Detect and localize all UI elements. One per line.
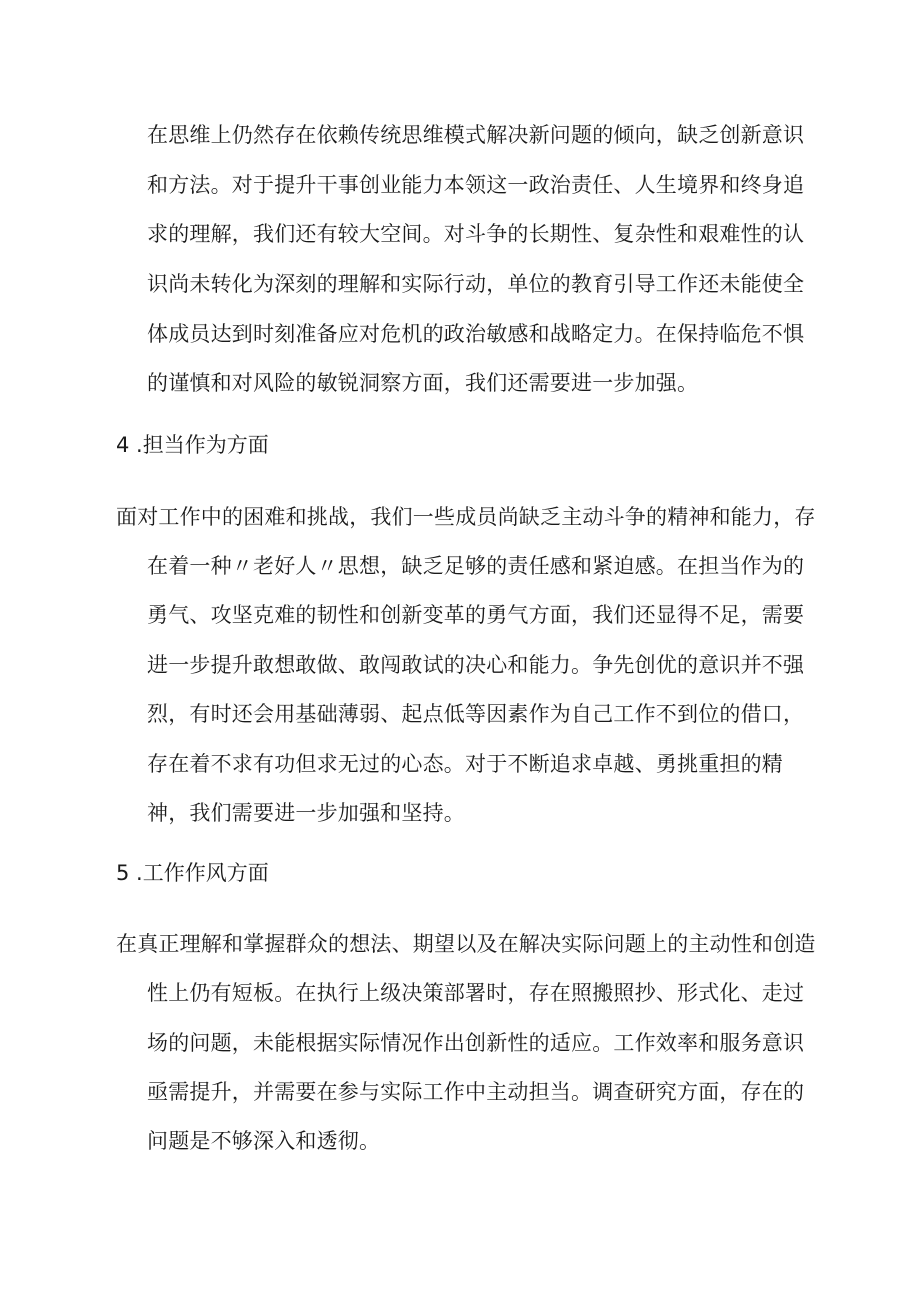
text-line: 和方法。对于提升干事创业能力本领这一政治责任、人生境界和终身追: [147, 173, 805, 197]
section-heading-4: 4 .担当作为方面: [116, 433, 269, 457]
text-line: 在真正理解和掌握群众的想法、期望以及在解决实际问题上的主动性和创造: [116, 932, 816, 956]
section-heading-5: 5 .工作作风方面: [116, 861, 269, 885]
text-line: 的谨慎和对风险的敏锐洞察方面，我们还需要进一步加强。: [147, 371, 699, 395]
text-line: 面对工作中的困难和挑战，我们一些成员尚缺乏主动斗争的精神和能力，存: [116, 505, 816, 529]
text-line: 识尚未转化为深刻的理解和实际行动，单位的教育引导工作还未能使全: [147, 272, 805, 296]
text-line: 求的理解，我们还有较大空间。对斗争的长期性、复杂性和艰难性的认: [147, 222, 805, 246]
text-line: 烈，有时还会用基础薄弱、起点低等因素作为自己工作不到位的借口，: [147, 702, 805, 726]
text-line: 问题是不够深入和透彻。: [147, 1129, 381, 1153]
text-line: 在着一种〃老好人〃思想，缺乏足够的责任感和紧迫感。在担当作为的: [147, 554, 805, 578]
text-line: 体成员达到时刻准备应对危机的政治敏感和战略定力。在保持临危不惧: [147, 322, 805, 346]
text-line: 性上仍有短板。在执行上级决策部署时，存在照搬照抄、形式化、走过: [147, 981, 805, 1005]
text-line: 场的问题，未能根据实际情况作出创新性的适应。工作效率和服务意识: [147, 1031, 805, 1055]
text-line: 在思维上仍然存在依赖传统思维模式解决新问题的倾向，缺乏创新意识: [147, 123, 805, 147]
text-line: 存在着不求有功但求无过的心态。对于不断追求卓越、勇挑重担的精: [147, 752, 783, 776]
text-line: 神，我们需要进一步加强和坚持。: [147, 801, 465, 825]
text-line: 勇气、攻坚克难的韧性和创新变革的勇气方面，我们还显得不足，需要: [147, 603, 805, 627]
text-line: 亟需提升，并需要在参与实际工作中主动担当。调查研究方面，存在的: [147, 1080, 805, 1104]
text-line: 进一步提升敢想敢做、敢闯敢试的决心和能力。争先创优的意识并不强: [147, 653, 805, 677]
